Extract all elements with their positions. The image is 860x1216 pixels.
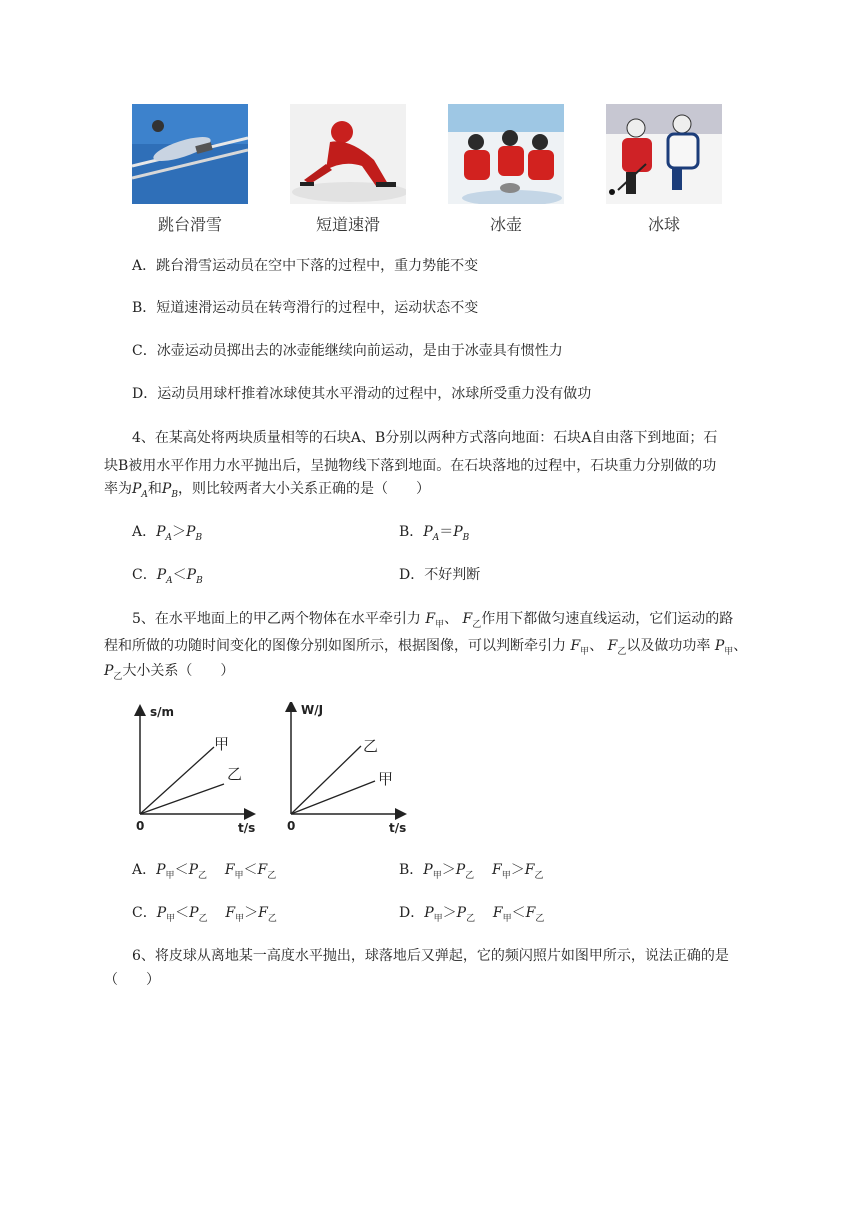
q5-stem-line1: 5、在水平地面上的甲乙两个物体在水平牵引力 $F_甲$、 $F_乙$作用下都做匀速直线运动，它们运动的路 <box>132 611 734 630</box>
photo-ski-jumping <box>132 104 248 204</box>
photo-caption: 短道速滑 <box>315 215 380 234</box>
photo-caption: 冰壶 <box>489 215 522 234</box>
line-label-jia: 甲 <box>378 770 394 788</box>
origin-label: 0 <box>287 819 296 833</box>
q6-stem-line1: 6、将皮球从离地某一高度水平抛出，球落地后又弹起，它的频闪照片如图甲所示，说法正确的是 <box>132 948 729 964</box>
q5-option-c[interactable]: C．$P_甲<P_乙$ $F_甲>F_乙$ <box>132 905 277 924</box>
graph-distance-time <box>128 702 258 838</box>
q4-stem-line2: 块B被用水平作用力水平抛出后，呈抛物线下落到地面。在石块落地的过程中，石块重力分别做的功 <box>104 458 717 474</box>
q4-stem-line3: 率为$P_A$和$P_B$，则比较两者大小关系正确的是（ ） <box>104 481 430 500</box>
line-label-jia: 甲 <box>214 735 230 753</box>
line-label-yi: 乙 <box>227 765 243 783</box>
y-axis-label: s/m <box>150 705 175 719</box>
origin-label: 0 <box>136 819 145 833</box>
photo-caption: 冰球 <box>647 215 680 234</box>
q4-option-b[interactable]: B．$P_A=P_B$ <box>399 524 470 543</box>
line-label-yi: 乙 <box>363 737 379 755</box>
graph-work-time <box>279 702 409 838</box>
q4-option-c[interactable]: C．$P_A<P_B$ <box>132 567 203 586</box>
line-jia <box>140 747 214 814</box>
line-yi <box>291 746 361 814</box>
photo-short-track <box>290 104 406 204</box>
q5-option-d[interactable]: D．$P_甲>P_乙$ $F_甲<F_乙$ <box>399 905 545 924</box>
q4-option-d[interactable]: D．不好判断 <box>399 567 481 583</box>
q3-option-c[interactable]: C．冰壶运动员掷出去的冰壶能继续向前运动，是由于冰壶具有惯性力 <box>132 343 563 359</box>
q5-stem-line3: $P_乙$大小关系（ ） <box>104 663 235 682</box>
photo-caption: 跳台滑雪 <box>157 215 222 234</box>
q3-option-b[interactable]: B．短道速滑运动员在转弯滑行的过程中，运动状态不变 <box>132 300 479 316</box>
y-axis-label: W/J <box>301 703 324 717</box>
q4-stem-line1: 4、在某高处将两块质量相等的石块A、B分别以两种方式落向地面：石块A自由落下到地面；石 <box>132 430 718 446</box>
photo-ice-hockey <box>606 104 722 204</box>
q5-stem-line2: 程和所做的功随时间变化的图像分别如图所示，根据图像，可以判断牵引力 $F_甲$、 $F_乙$以及做功功率 $P_甲$、 <box>104 638 748 657</box>
line-yi <box>140 784 224 814</box>
q6-stem-line2: （ ） <box>104 972 160 988</box>
x-axis-label: t/s <box>238 821 256 835</box>
q3-option-a[interactable]: A．跳台滑雪运动员在空中下落的过程中，重力势能不变 <box>132 258 479 274</box>
q3-option-d[interactable]: D．运动员用球杆推着冰球使其水平滑动的过程中，冰球所受重力没有做功 <box>132 386 592 402</box>
q5-option-b[interactable]: B．$P_甲>P_乙$ $F_甲>F_乙$ <box>399 862 544 881</box>
photo-curling <box>448 104 564 204</box>
x-axis-label: t/s <box>389 821 407 835</box>
q4-option-a[interactable]: A．$P_A>P_B$ <box>132 524 203 543</box>
q5-option-a[interactable]: A．$P_甲<P_乙$ $F_甲<F_乙$ <box>132 862 277 881</box>
line-jia <box>291 781 375 814</box>
